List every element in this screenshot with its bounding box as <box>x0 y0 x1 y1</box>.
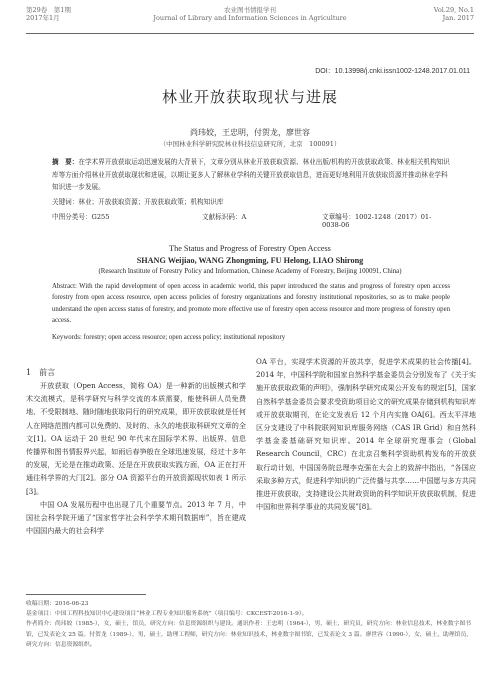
right-column <box>256 355 476 513</box>
zh-abstract-label: 摘 要： <box>52 158 79 166</box>
zh-keywords <box>52 196 450 209</box>
paragraph: OA 平台，实现学术资源的开放共享，促进学术成果的社会传播[4]。2014 年，中国科学院和国家自然科学基金委员会分别发布了《关于实施开放获取政策的声明》，强制科学研究成果公开发布的规定[5]，国家自然科学基金委员会要求受资助项目论文的研究成果存储到机构知识库或开放获取期刊，在论文发表后 12 个月内实施 OA[6]。西太平洋地区分支建设了中科院联网知识库服务网络（CAS IR Grid）和自然科学基金委基础研究知识库。2014 年全球研究理事会（Global Research Council，CRC）在北京召集科学资助机构发布的开放获取行动计划，中国国务院总理李克强在大会上的致辞中指出，“各国应采取多种方式，促进科学知识的广泛传播与共享……中国愿与多方共同推进开放获取，支持建设公共财政资助的科学知识开放获取机制，促进中国和世界科学事业的共同发展”[8]。 <box>256 357 476 512</box>
en-keywords <box>52 334 450 341</box>
header-right <box>434 6 474 23</box>
footnote-funding: 基金项目：中国工程科技知识中心建设项目“林业工程专业知识服务系统”（项目编号：CKCEST-2016-1-9）。 <box>26 611 308 618</box>
zh-abstract-text: 在学术界开放获取运动迅速发展的大背景下，文章分别从林业开放获取资源、林业出版/机构的开放获取政策、林业相关机构知识库等方面介绍林业开放获取现状和进展，以期让更多人了解林业学科的关键开放获取信息，进而更好地利用开放获取资源并推动林业学科知识进一步发展。 <box>52 158 450 191</box>
footnote-rule <box>26 594 146 595</box>
en-keywords-text: forestry; open access resource; open access policy; institutional repository <box>83 334 286 341</box>
clc-number: 中图分类号：G255 <box>52 213 110 221</box>
affiliation: （中国林业科学研究院林业科技信息研究所，北京 100091） <box>159 140 341 148</box>
header-date-cn: 2017年1月 <box>26 14 60 23</box>
en-affiliation: (Research Institute of Forestry Policy and Information, Chinese Academy of Forestry, Beijing 100091, China) <box>98 268 402 275</box>
header-center <box>26 6 474 23</box>
running-header <box>26 6 474 32</box>
left-column <box>26 379 246 537</box>
header-journal-en: Journal of Library and Information Sciences in Agriculture <box>153 14 347 23</box>
paper-title: 林业开放获取现状与进展 <box>161 88 338 106</box>
classification-line <box>52 211 450 229</box>
footnote-authors: 作者简介：尚玮姣（1985-），女，硕士，馆员，研究方向：信息资源组织与建设。通讯作者：王忠明（1964-），男，硕士，研究员，研究方向：林业信息技术，林业数字图书馆，已发表论文 25 篇。付贺龙（1989-），男，硕士，助理工程师，研究方向：林业知识技术，林业数字图书馆，已发表论文 3 篇。廖世容（1990-），女，硕士，助理馆员，研究方向：信息资源组织。 <box>26 621 473 648</box>
footnote-received: 收稿日期：2016-06-23 <box>26 601 89 607</box>
header-journal-cn: 农业图书情报学刊 <box>224 6 276 14</box>
en-title: The Status and Progress of Forestry Open Access <box>169 244 331 253</box>
en-abstract-text: With the rapid development of open access in academic world, this paper introduced the status and progress of forestry open access forestry from open access resource, open access policies of forestry organizations and forestry institutional repositories, so as to make people understand the open access status of forestry, and promote more effective use of forestry open access resource and more progress of forestry open access. <box>52 283 450 325</box>
header-rule <box>26 33 474 34</box>
section-heading: 1 前言 <box>26 368 56 377</box>
en-authors: SHANG Weijiao, WANG Zhongming, FU Helong, LIAO Shirong <box>136 256 364 265</box>
doi: DOI：10.13998/j.cnki.issn1002-1248.2017.01.011 <box>315 68 470 75</box>
zh-keywords-label: 关键词： <box>52 198 79 206</box>
en-abstract <box>52 281 450 327</box>
article-number: 文章编号：1002-1248（2017）01-0038-06 <box>322 213 432 229</box>
header-date-en: Jan. 2017 <box>442 14 474 23</box>
header-volume-en: Vol.29, No.1 <box>433 6 474 14</box>
en-keywords-label: Keywords: <box>52 334 82 341</box>
paragraph: 开放获取（Open Access，简称 OA）是一种新的出版模式和学术交流模式，是科学研究与科学交流的本质需要，能使科研人员免费地、不受限制地、随时随地获取同行的研究成果，即开放获取就是任何人在网络范围内都可以免费的、及时的、永久的地获取科研究文章的全文[1]。OA 运动于 20 世纪 90 年代末在国际学术界、出版界、信息传播界和图书情报界兴起，如雨后春笋般在全球迅速发展，经过十多年的发展，无论是在推动政策、还是在开放获取实践方面，OA 正在打开通往科学界的大门[2]。部分 OA 资源平台的开放资源现状如表 1 所示[3]。 <box>26 381 246 496</box>
zh-abstract <box>52 156 450 194</box>
document-code: 文献标识码：A <box>202 213 247 221</box>
paragraph: 中国 OA 发展历程中也出现了几个重要节点。2013 年 7 月，中国社会科学院开通了“国家哲学社会科学学术期刊数据库”，旨在建成中国国内最大的社会科学 <box>26 499 246 536</box>
header-issue-cn: 第29卷 第1期 <box>26 6 71 14</box>
footnotes <box>26 599 476 650</box>
en-abstract-label: Abstract: <box>52 283 77 290</box>
zh-keywords-text: 林业；开放获取资源；开放获取政策；机构知识库 <box>78 198 224 206</box>
authors: 尚玮姣，王忠明，付贺龙，廖世容 <box>190 128 310 137</box>
